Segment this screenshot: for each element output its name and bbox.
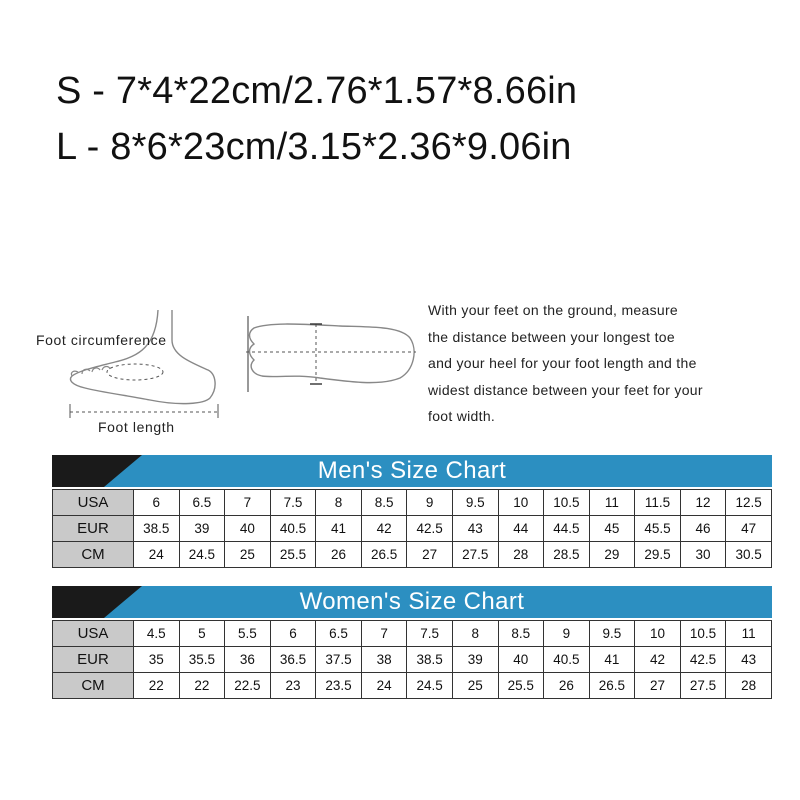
row-header: USA <box>53 490 134 516</box>
size-cell: 24.5 <box>407 673 453 699</box>
size-cell: 25.5 <box>270 542 316 568</box>
size-cell: 29.5 <box>635 542 681 568</box>
row-header: USA <box>53 621 134 647</box>
size-cell: 39 <box>452 647 498 673</box>
size-cell: 26 <box>544 673 590 699</box>
size-cell: 8 <box>452 621 498 647</box>
size-cell: 42 <box>635 647 681 673</box>
instruction-line: With your feet on the ground, measure <box>428 302 679 318</box>
foot-circumference-label: Foot circumference <box>36 332 167 348</box>
size-cell: 28.5 <box>544 542 590 568</box>
size-cell: 25 <box>225 542 271 568</box>
row-header: EUR <box>53 647 134 673</box>
size-cell: 24 <box>134 542 180 568</box>
size-cell: 9 <box>544 621 590 647</box>
size-cell: 5.5 <box>225 621 271 647</box>
womens-chart-title: Women's Size Chart <box>299 588 525 615</box>
size-cell: 43 <box>452 516 498 542</box>
size-cell: 5 <box>179 621 225 647</box>
row-header: EUR <box>53 516 134 542</box>
size-cell: 36.5 <box>270 647 316 673</box>
size-cell: 37.5 <box>316 647 362 673</box>
size-cell: 22.5 <box>225 673 271 699</box>
size-cell: 11 <box>726 621 772 647</box>
size-cell: 6 <box>134 490 180 516</box>
size-cell: 6.5 <box>316 621 362 647</box>
size-cell: 35 <box>134 647 180 673</box>
size-cell: 41 <box>589 647 635 673</box>
size-cell: 25.5 <box>498 673 544 699</box>
size-cell: 8 <box>316 490 362 516</box>
size-cell: 22 <box>179 673 225 699</box>
size-cell: 38.5 <box>134 516 180 542</box>
size-cell: 28 <box>726 673 772 699</box>
size-cell: 11.5 <box>635 490 681 516</box>
size-cell: 10.5 <box>544 490 590 516</box>
measurement-instructions <box>428 297 788 430</box>
size-cell: 12.5 <box>726 490 772 516</box>
size-cell: 9.5 <box>589 621 635 647</box>
size-cell: 27.5 <box>680 673 726 699</box>
size-cell: 25 <box>452 673 498 699</box>
size-cell: 10 <box>635 621 681 647</box>
size-cell: 36 <box>225 647 271 673</box>
instruction-line: the distance between your longest toe <box>428 328 675 345</box>
size-cell: 6.5 <box>179 490 225 516</box>
size-cell: 29 <box>589 542 635 568</box>
instruction-line: foot width. <box>428 408 496 424</box>
size-cell: 23 <box>270 673 316 699</box>
size-cell: 44 <box>498 516 544 542</box>
size-cell: 26 <box>316 542 362 568</box>
size-cell: 12 <box>680 490 726 516</box>
foot-top-view-icon <box>240 312 420 396</box>
size-cell: 26.5 <box>589 673 635 699</box>
size-cell: 44.5 <box>544 516 590 542</box>
size-s-dimensions: S - 7*4*22cm/2.76*1.57*8.66in <box>56 70 578 112</box>
size-row-usa <box>53 621 772 647</box>
mens-size-table <box>52 489 772 568</box>
size-cell: 43 <box>726 647 772 673</box>
size-row-cm <box>53 542 772 568</box>
foot-length-label: Foot length <box>98 419 175 435</box>
size-cell: 24.5 <box>179 542 225 568</box>
size-cell: 8.5 <box>361 490 407 516</box>
size-cell: 35.5 <box>179 647 225 673</box>
size-cell: 30 <box>680 542 726 568</box>
size-cell: 10.5 <box>680 621 726 647</box>
size-l-dimensions: L - 8*6*23cm/3.15*2.36*9.06in <box>56 126 572 168</box>
size-cell: 38.5 <box>407 647 453 673</box>
size-cell: 7.5 <box>407 621 453 647</box>
size-cell: 8.5 <box>498 621 544 647</box>
size-cell: 9.5 <box>452 490 498 516</box>
foot-side-view-icon <box>60 300 230 420</box>
size-row-eur <box>53 516 772 542</box>
womens-size-table <box>52 620 772 699</box>
size-cell: 27.5 <box>452 542 498 568</box>
womens-size-chart <box>52 586 772 699</box>
size-cell: 47 <box>726 516 772 542</box>
size-cell: 10 <box>498 490 544 516</box>
mens-chart-header <box>52 455 772 487</box>
size-cell: 46 <box>680 516 726 542</box>
size-cell: 38 <box>361 647 407 673</box>
size-cell: 11 <box>589 490 635 516</box>
size-cell: 40.5 <box>544 647 590 673</box>
row-header: CM <box>53 673 134 699</box>
size-cell: 24 <box>361 673 407 699</box>
size-cell: 40 <box>498 647 544 673</box>
size-cell: 28 <box>498 542 544 568</box>
size-cell: 9 <box>407 490 453 516</box>
size-row-usa <box>53 490 772 516</box>
size-cell: 27 <box>635 673 681 699</box>
mens-size-chart <box>52 455 772 568</box>
size-cell: 7 <box>361 621 407 647</box>
mens-chart-title: Men's Size Chart <box>317 457 507 484</box>
size-row-cm <box>53 673 772 699</box>
size-cell: 42.5 <box>407 516 453 542</box>
size-cell: 7.5 <box>270 490 316 516</box>
instruction-line: widest distance between your feet for your <box>428 381 703 398</box>
size-cell: 41 <box>316 516 362 542</box>
size-row-eur <box>53 647 772 673</box>
womens-chart-header <box>52 586 772 618</box>
size-cell: 4.5 <box>134 621 180 647</box>
size-cell: 42.5 <box>680 647 726 673</box>
size-cell: 45.5 <box>635 516 681 542</box>
size-cell: 23.5 <box>316 673 362 699</box>
row-header: CM <box>53 542 134 568</box>
size-cell: 42 <box>361 516 407 542</box>
size-cell: 27 <box>407 542 453 568</box>
size-cell: 6 <box>270 621 316 647</box>
size-cell: 40 <box>225 516 271 542</box>
size-cell: 40.5 <box>270 516 316 542</box>
size-cell: 39 <box>179 516 225 542</box>
instruction-line: and your heel for your foot length and the <box>428 355 697 371</box>
size-cell: 45 <box>589 516 635 542</box>
size-cell: 7 <box>225 490 271 516</box>
size-cell: 22 <box>134 673 180 699</box>
size-cell: 30.5 <box>726 542 772 568</box>
size-cell: 26.5 <box>361 542 407 568</box>
